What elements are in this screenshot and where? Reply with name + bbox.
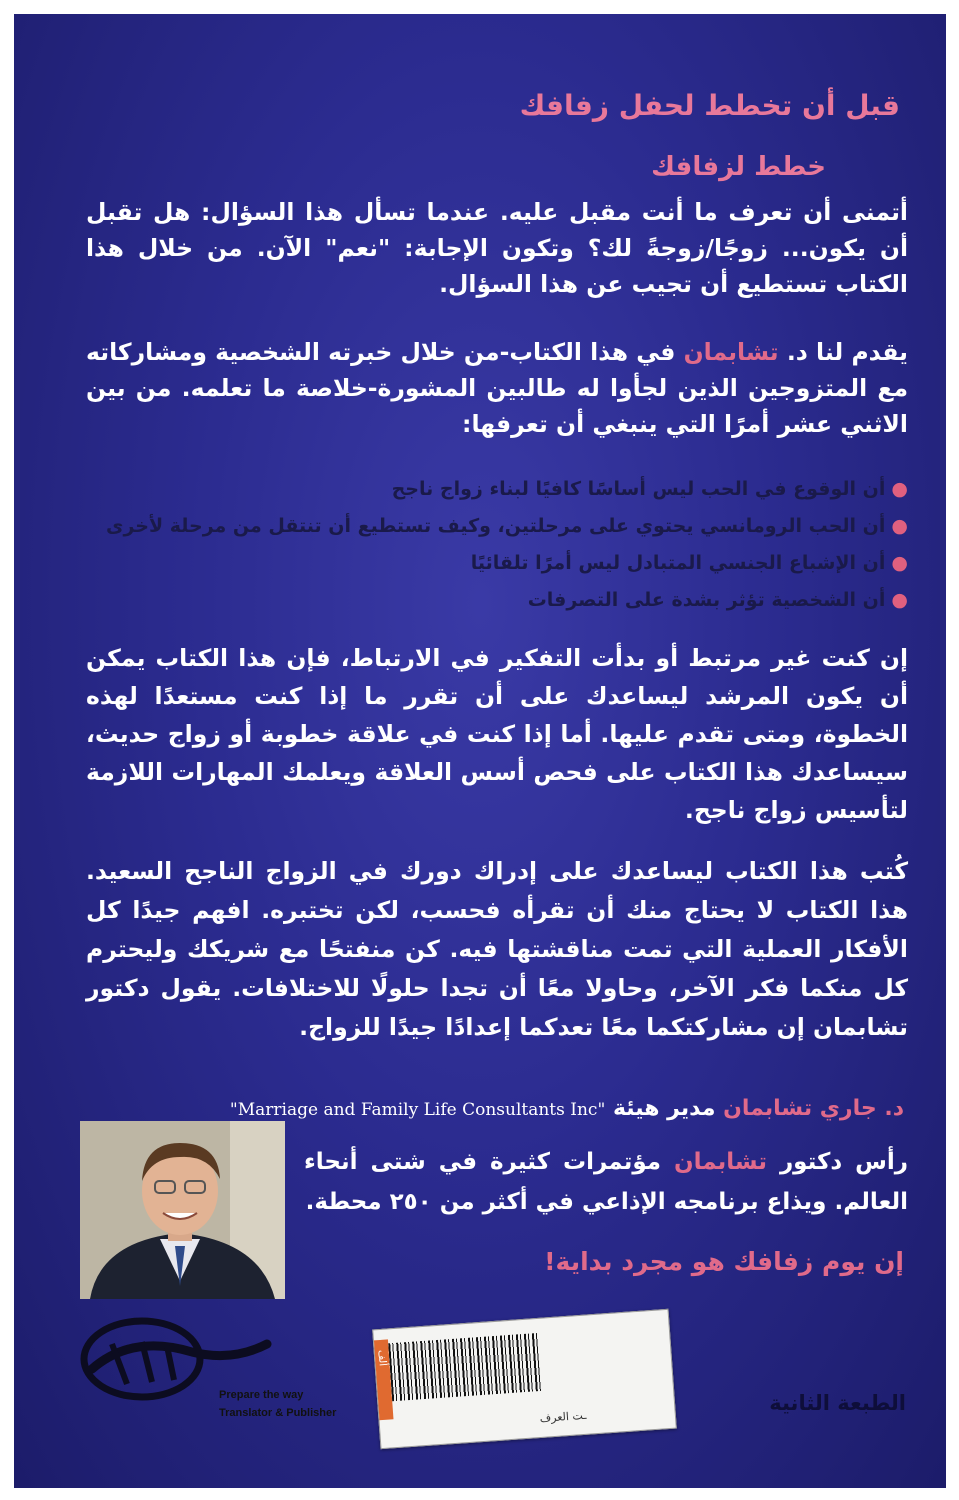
list-item: ●أن الوقوع في الحب ليس أساسًا كافيًا لبناء زواج ناجح [391,478,908,500]
author-bio [304,1142,908,1222]
barcode [388,1333,542,1401]
sticker-code: ـت العرف [539,1408,587,1426]
purpose-paragraph: كُتب هذا الكتاب ليساعدك على إدراك دورك في الزواج الناجح السعيد. هذا الكتاب لا يحتاج منك أن تقرأه فحسب، لكن تختبره. افهم جيدًا كل الأفكار العملية التي تمت مناقشتها فيه. كن منفتحًا مع شريكك وليحترم كل منكما فكر الآخر، وحاولا معًا أن تجدا حلولًا للاختلافات. يقول دكتور تشابمان إن مشاركتكما معًا تعدكما إعدادًا جيدًا للزواج. [86,857,908,1041]
list-item: ●أن الإشباع الجنسي المتبادل ليس أمرًا تلقائيًا [470,552,908,574]
portrait-image [80,1121,285,1299]
bullet-dot-icon: ● [891,552,908,574]
bio-after: مؤتمرات كثيرة في شتى أنحاء العالم. ويذاع برنامجه الإذاعي في أكثر من ٢٥٠ محطة. [304,1149,908,1215]
author-role: مدير هيئة [612,1096,716,1121]
price-sticker [372,1309,677,1449]
para2-after: في هذا الكتاب-من خلال خبرته الشخصية ومشاركاته مع المتزوجين الذين لجأوا له طالبين المشورة-خلاصة ما تعلمه. من بين الاثني عشر أمرًا التي ينبغي أن تعرفها: [86,338,908,438]
bio-before: رأس دكتور [779,1149,908,1175]
author-organization: "Marriage and Family Life Consultants Inc" [229,1100,606,1120]
list-item: ●أن الشخصية تؤثر بشدة على التصرفات [527,589,908,611]
tagline: إن يوم زفافك هو مجرد بداية! [544,1247,904,1276]
bullet-dot-icon: ● [891,515,908,537]
edition-label: الطبعة الثانية [769,1391,906,1415]
author-credit [230,1096,904,1121]
author-intro-paragraph [86,334,908,442]
heading-secondary: خطط لزفافك [651,152,826,182]
book-back-cover [14,14,946,1488]
list-item: ●أن الحب الرومانسي يحتوي على مرحلتين، وكيف تستطيع أن تنتقل من مرحلة لأخرى [106,515,908,537]
sticker-label: ألف [374,1339,394,1420]
readiness-paragraph: إن كنت غير مرتبط أو بدأت التفكير في الارتباط، فإن هذا الكتاب يمكن أن يكون المرشد ليساعدك على أن تقرر ما إذا كنت مستعدًا لهذه الخطوة، ومتى تقدم عليها. أما إذا كنت في علاقة خطوبة أو زواج حديث، سيساعدك هذا الكتاب على فحص أسس العلاقة ويعلمك المهارات اللازمة لتأسيس زواج ناجح. [86,644,908,824]
author-photo [80,1121,285,1299]
para2-before: يقدم لنا د. [786,338,908,366]
intro-paragraph: أتمنى أن تعرف ما أنت مقبل عليه. عندما تسأل هذا السؤال: هل تقبل أن يكون... زوجًا/زوجةً لك؟ وتكون الإجابة: "نعم" الآن. من خلال هذا الكتاب تستطيع أن تجيب عن هذا السؤال. [86,198,908,298]
bullet-list [86,471,908,619]
author-name: د. جاري تشابمان [723,1096,904,1121]
bullet-dot-icon: ● [891,478,908,500]
bio-name-highlight: تشابمان [673,1149,767,1175]
heading-primary: قبل أن تخطط لحفل زفافك [519,89,900,122]
publisher-name: Prepare the way Translator & Publisher [219,1389,337,1419]
bullet-dot-icon: ● [891,589,908,611]
author-name-highlight: تشابمان [683,338,779,366]
